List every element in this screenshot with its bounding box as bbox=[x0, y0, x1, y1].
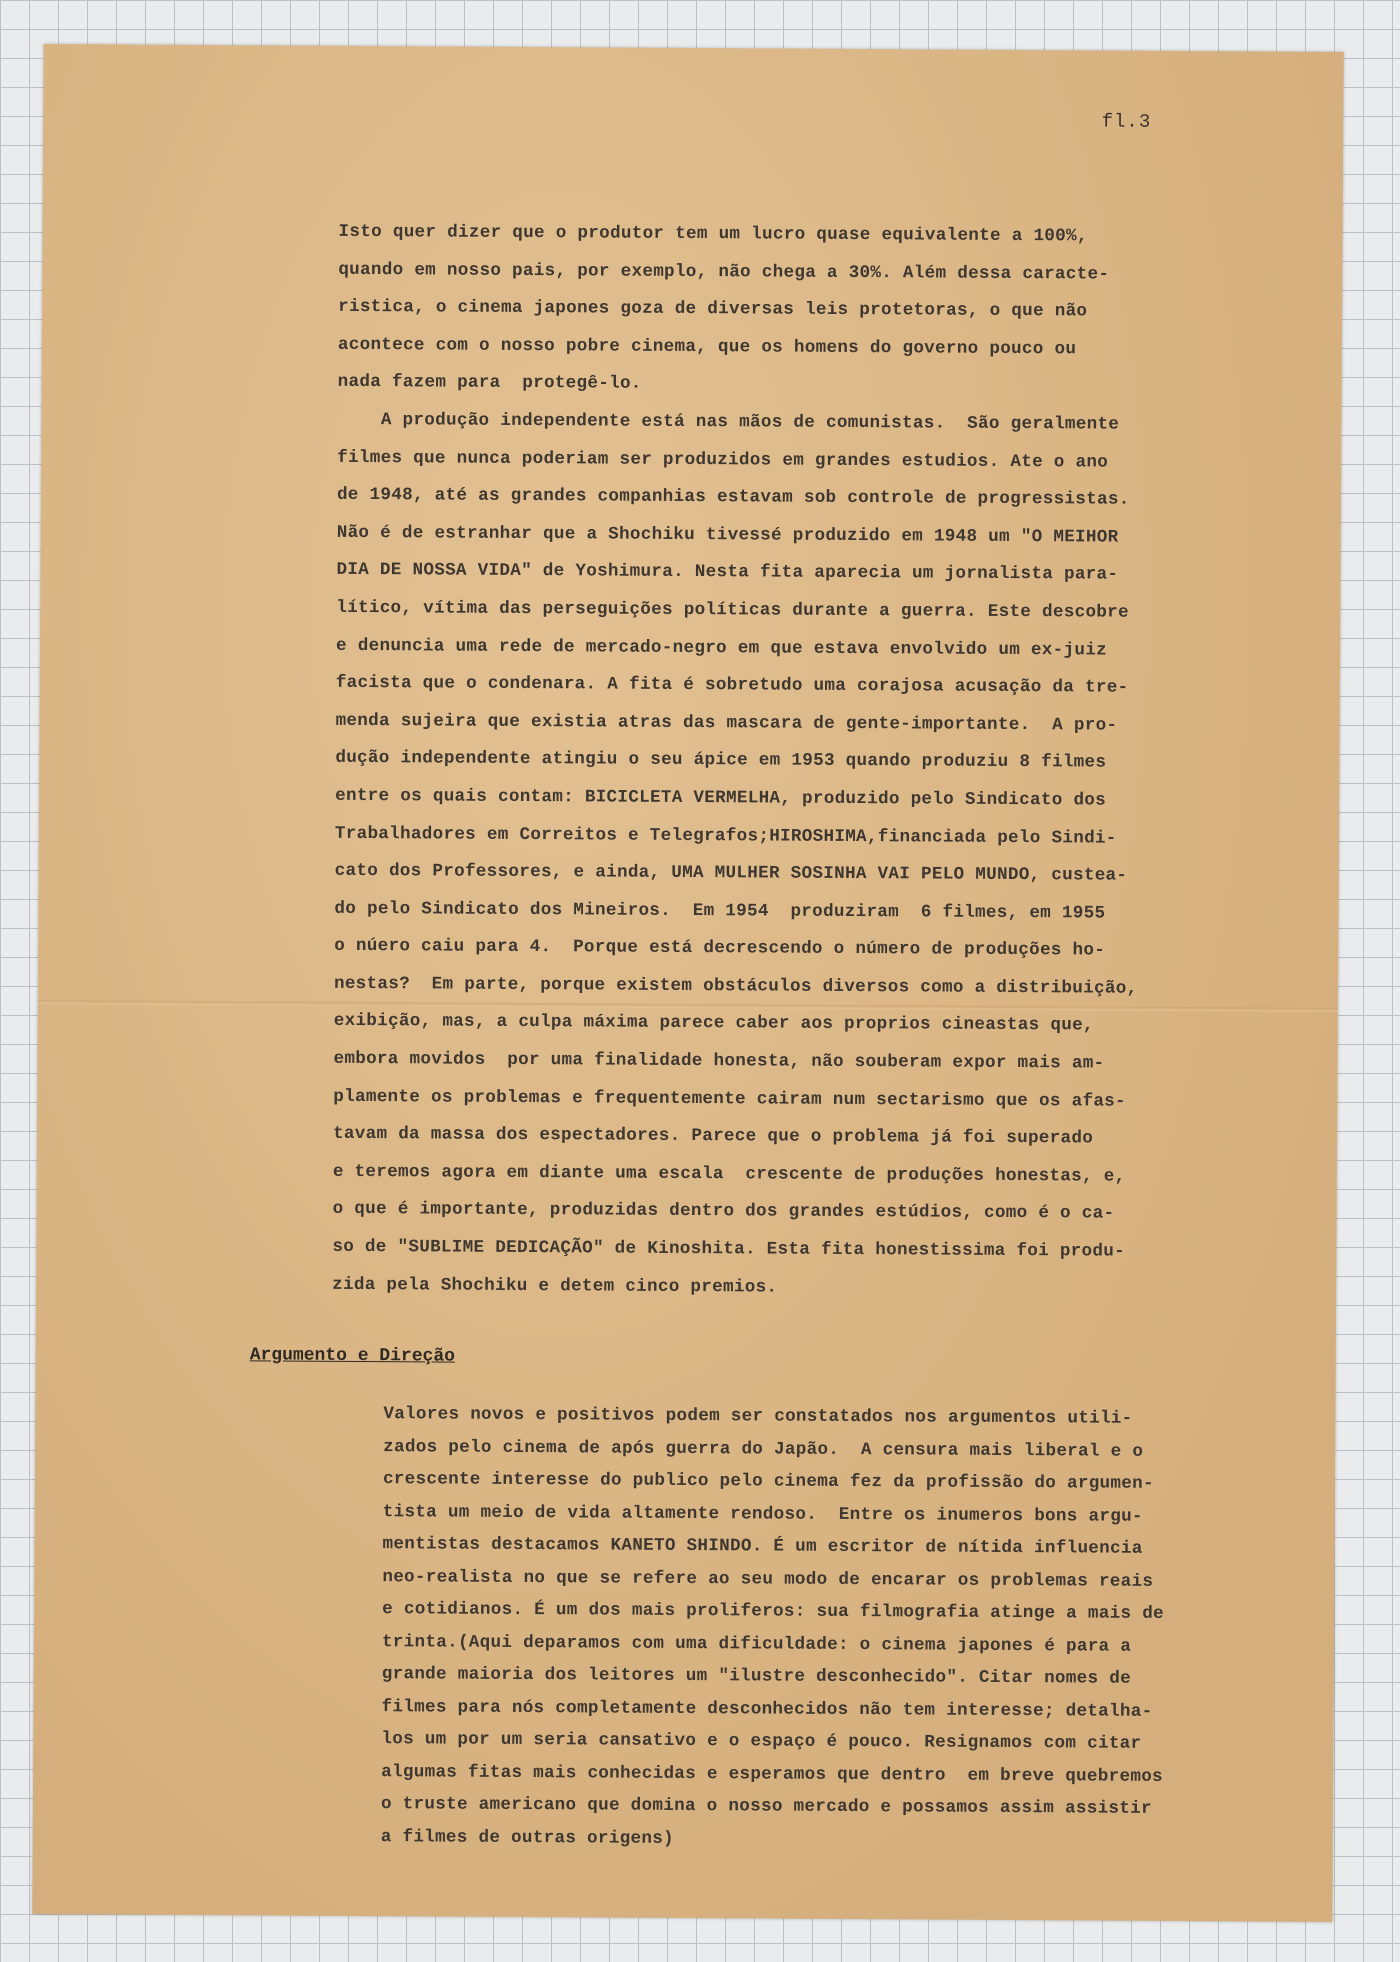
page-number: fl.3 bbox=[1101, 110, 1152, 133]
body-text-section-2 bbox=[381, 1398, 1284, 1858]
text-line: facista que o condenara. A fita é sobretudo uma corajosa acusação da tre- bbox=[335, 672, 1129, 698]
text-line: so de "SUBLIME DEDICAÇÃO" de Kinoshita. Esta fita honestissima foi produ- bbox=[332, 1236, 1126, 1262]
text-line: acontece com o nosso pobre cinema, que os homens do governo pouco ou bbox=[337, 334, 1077, 360]
text-line: o núero caiu para 4. Porque está decrescendo o número de produções ho- bbox=[334, 936, 1106, 961]
text-line: zida pela Shochiku e detem cinco premios. bbox=[332, 1274, 778, 1298]
text-line: nestas? Em parte, porque existem obstáculos diversos como a distribuição, bbox=[333, 973, 1138, 999]
text-line: mentistas destacamos KANETO SHINDO. É um escritor de nítida influencia bbox=[382, 1534, 1143, 1559]
text-line: plamente os problemas e frequentemente cairam num sectarismo que os afas- bbox=[333, 1086, 1126, 1112]
text-line: exibição, mas, a culpa máxima parece caber aos proprios cineastas que, bbox=[333, 1011, 1094, 1036]
text-line: grande maioria dos leitores um "ilustre desconhecido". Citar nomes de bbox=[381, 1664, 1132, 1689]
section-heading: Argumento e Direção bbox=[249, 1345, 456, 1367]
text-line: tavam da massa dos espectadores. Parece que o problema já foi superado bbox=[333, 1124, 1094, 1149]
text-line: nada fazem para protegê-lo. bbox=[337, 372, 642, 395]
text-line: filmes que nunca poderiam ser produzidos em grandes estudios. Ate o ano bbox=[337, 447, 1109, 473]
text-line: menda sujeira que existia atras das mascara de gente-importante. A pro- bbox=[335, 710, 1118, 736]
text-line: Isto quer dizer que o produtor tem um lucro quase equivalente a 100%, bbox=[338, 221, 1088, 247]
text-line: ristica, o cinema japones goza de diversas leis protetoras, o que não bbox=[338, 297, 1088, 322]
text-line: trinta.(Aqui deparamos com uma dificuldade: o cinema japones é para a bbox=[381, 1631, 1132, 1657]
text-line: zados pelo cinema de após guerra do Japão. A censura mais liberal e o bbox=[383, 1436, 1144, 1462]
text-line: crescente interesse do publico pelo cinema fez da profissão do argumen- bbox=[382, 1469, 1154, 1494]
text-line: de 1948, até as grandes companhias estavam sob controle de progressistas. bbox=[336, 485, 1130, 510]
text-line: dução independente atingiu o seu ápice em 1953 quando produziu 8 filmes bbox=[335, 748, 1107, 773]
text-line: lítico, vítima das perseguições políticas durante a guerra. Este descobre bbox=[336, 597, 1129, 623]
text-line: o truste americano que domina o nosso mercado e possamos assim assistir bbox=[380, 1794, 1152, 1819]
text-line: do pelo Sindicato dos Mineiros. Em 1954 produziram 6 filmes, em 1955 bbox=[334, 898, 1106, 924]
text-line: DIA DE NOSSA VIDA" de Yoshimura. Nesta fita aparecia um jornalista para- bbox=[336, 560, 1119, 585]
text-line: tista um meio de vida altamente rendoso. Entre os inumeros bons argu- bbox=[382, 1501, 1143, 1527]
body-text-section-1 bbox=[332, 214, 1295, 1310]
text-line: e teremos agora em diante uma escala crescente de produções honestas, e, bbox=[332, 1161, 1126, 1187]
text-line: e cotidianos. É um dos mais proliferos: sua filmografia atinge a mais de bbox=[382, 1599, 1164, 1624]
text-line: quando em nosso pais, por exemplo, não chega a 30%. Além dessa caracte- bbox=[338, 259, 1110, 285]
text-line: o que é importante, produzidas dentro dos grandes estúdios, como é o ca- bbox=[332, 1199, 1115, 1225]
text-line: algumas fitas mais conhecidas e esperamos que dentro em breve quebremos bbox=[381, 1761, 1164, 1787]
text-line: neo-realista no que se refere ao seu modo de encarar os problemas reais bbox=[382, 1566, 1154, 1592]
text-line: entre os quais contam: BICICLETA VERMELHA, produzido pelo Sindicato dos bbox=[335, 785, 1107, 811]
typewritten-page bbox=[32, 44, 1343, 1922]
text-line: los um por um seria cansativo e o espaço é pouco. Resignamos com citar bbox=[381, 1729, 1142, 1754]
text-line: e denuncia uma rede de mercado-negro em que estava envolvido um ex-juiz bbox=[335, 635, 1108, 661]
text-line: Valores novos e positivos podem ser constatados nos argumentos utili- bbox=[383, 1404, 1133, 1429]
text-line: Não é de estranhar que a Shochiku tivessé produzido em 1948 um "O MEIHOR bbox=[336, 522, 1119, 548]
text-line: filmes para nós completamente desconhecidos não tem interesse; detalha- bbox=[381, 1696, 1153, 1722]
text-line: embora movidos por uma finalidade honesta, não souberam expor mais am- bbox=[333, 1048, 1105, 1074]
text-line: cato dos Professores, e ainda, UMA MULHER SOSINHA VAI PELO MUNDO, custea- bbox=[334, 860, 1128, 886]
text-line: Trabalhadores em Correitos e Telegrafos;HIROSHIMA,financiada pelo Sindi- bbox=[334, 823, 1117, 849]
text-line: A produção independente está nas mãos de comunistas. São geralmente bbox=[337, 409, 1120, 435]
text-line: a filmes de outras origens) bbox=[380, 1826, 675, 1849]
